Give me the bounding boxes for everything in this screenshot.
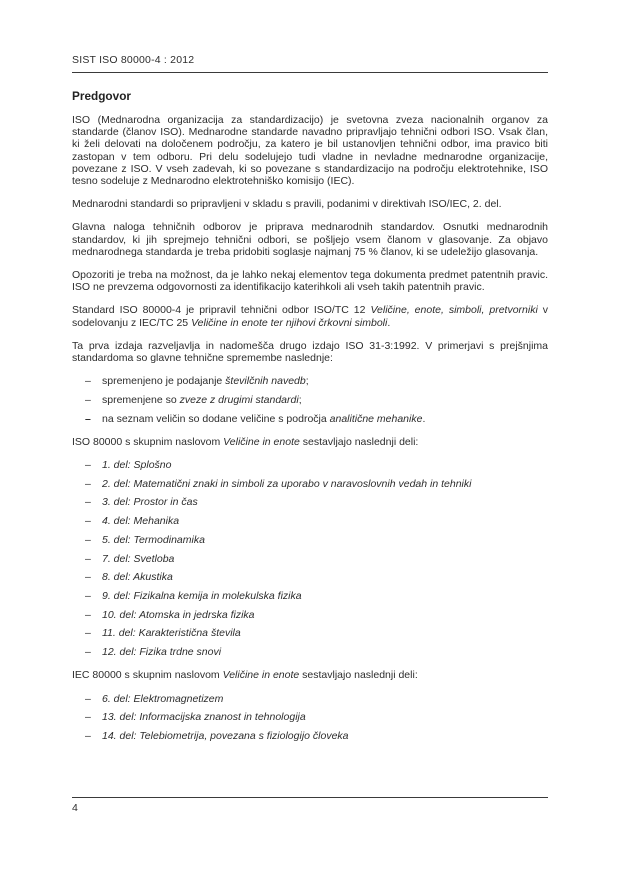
- dash-bullet: –: [85, 375, 91, 388]
- dash-bullet: –: [85, 571, 91, 584]
- italic-text: 11. del: Karakteristična števila: [102, 627, 241, 640]
- paragraph: [72, 114, 548, 187]
- list-item: [85, 478, 548, 490]
- italic-text: 12. del: Fizika trdne snovi: [102, 646, 222, 659]
- dash-bullet: –: [85, 515, 91, 528]
- dash-list: [72, 693, 548, 743]
- italic-text: Veličine in enote: [222, 669, 300, 682]
- dash-bullet: –: [85, 692, 91, 705]
- list-item: [85, 693, 548, 705]
- text-run: Opozoriti je treba na možnost, da je lahko nekaj elementov tega dokumenta predmet patentnih pravic. ISO ne prevzema odgovornosti za identifikacijo katerihkoli ali vseh takih patentnih pravic.: [72, 269, 548, 294]
- list-item: [85, 496, 548, 508]
- dash-bullet: –: [85, 552, 91, 565]
- list-item-text: [102, 571, 548, 583]
- dash-bullet: –: [85, 589, 91, 602]
- text-run: sestavljajo naslednji deli:: [299, 669, 418, 682]
- text-run: v sodelovanju z IEC/TC 25: [72, 304, 548, 329]
- italic-text: 6. del: Elektromagnetizem: [102, 692, 224, 705]
- list-item-text: [102, 590, 548, 602]
- italic-text: 8. del: Akustika: [102, 571, 173, 584]
- italic-text: Veličine, enote, simboli, pretvorniki: [370, 304, 538, 317]
- text-run: sestavljajo naslednji deli:: [299, 435, 419, 448]
- list-item: [85, 646, 548, 658]
- text-run: na seznam veličin so dodane veličine s področja: [102, 412, 330, 425]
- list-item: [85, 553, 548, 565]
- list-item-text: [102, 478, 548, 490]
- text-run: spremenjeno je podajanje: [102, 375, 226, 388]
- dash-bullet: –: [85, 477, 91, 490]
- dash-bullet: –: [85, 459, 91, 472]
- list-item-text: [102, 693, 548, 705]
- list-item-text: [102, 375, 548, 387]
- paragraph: [72, 221, 548, 258]
- list-item: [85, 571, 548, 583]
- list-item-text: [102, 515, 548, 527]
- italic-text: 4. del: Mehanika: [102, 515, 180, 528]
- list-item: [85, 375, 548, 387]
- list-item: [85, 413, 548, 425]
- text-run: ISO 80000 s skupnim naslovom: [72, 435, 224, 448]
- italic-text: zveze z drugimi standardi: [179, 393, 299, 406]
- text-run: IEC 80000 s skupnim naslovom: [72, 669, 223, 682]
- list-item: [85, 627, 548, 639]
- text-run: ISO (Mednarodna organizacija za standardizacijo) je svetovna zveza nacionalnih organov za standarde (članov ISO). Mednarodne standarde navadno pripravljajo tehnični odbori ISO. Vsak član, ki želi delovati na določenem področju, za katero je bil ustanovljen tehnični odbor, ima pravico biti zastopan v tem odboru. Pri delu sodelujejo tudi vladne in nevladne mednarodne organizacije, povezane z ISO. V vseh zadevah, ki so povezane s standardizacijo na področju elektrotehnike, ISO tesno sodeluje z Mednarodno elektrotehniško komisijo (IEC).: [72, 114, 548, 188]
- list-item: [85, 394, 548, 406]
- paragraph: [72, 669, 548, 681]
- text-run: Standard ISO 80000-4 je pripravil tehnični odbor ISO/TC 12: [72, 304, 371, 317]
- list-item: [85, 730, 548, 742]
- list-item: [85, 515, 548, 527]
- dash-list: [72, 375, 548, 425]
- text-run: Mednarodni standardi so pripravljeni v skladu s pravili, podanimi v direktivah ISO/IEC, 2. del.: [72, 198, 502, 211]
- page-number: 4: [72, 802, 78, 814]
- page-title: Predgovor: [72, 89, 131, 103]
- italic-text: 7. del: Svetloba: [102, 552, 175, 565]
- list-item: [85, 459, 548, 471]
- list-item-text: [102, 459, 548, 471]
- dash-bullet: –: [85, 393, 91, 406]
- italic-text: številčnih navedb: [225, 375, 306, 388]
- list-item: [85, 590, 548, 602]
- italic-text: Veličine in enote ter njihovi črkovni simboli: [191, 316, 388, 329]
- paragraph: [72, 436, 548, 448]
- list-item-text: [102, 553, 548, 565]
- text-run: ;: [305, 375, 309, 388]
- italic-text: 5. del: Termodinamika: [102, 533, 205, 546]
- list-item-text: [102, 534, 548, 546]
- dash-bullet: –: [85, 608, 91, 621]
- dash-bullet: –: [85, 412, 91, 425]
- paragraph: [72, 269, 548, 293]
- italic-text: analitične mehanike: [329, 412, 423, 425]
- paragraph: [72, 198, 548, 210]
- list-item-text: [102, 646, 548, 658]
- text-run: .: [422, 412, 426, 425]
- list-item-text: [102, 609, 548, 621]
- text-run: Glavna naloga tehničnih odborov je priprava mednarodnih standardov. Osnutki mednarodnih standardov, ki jih sprejmejo tehnični odbori, se pošljejo vsem članom v glasovanje. Za objavo mednarodnega standarda je treba pridobiti soglasje najmanj 75 % članov, ki se udeležijo glasovanja.: [72, 221, 548, 258]
- italic-text: Veličine in enote: [223, 435, 300, 448]
- footer-rule: [72, 797, 548, 798]
- italic-text: 13. del: Informacijska znanost in tehnologija: [102, 711, 306, 724]
- document-reference: SIST ISO 80000-4 : 2012: [72, 54, 195, 66]
- list-item: [85, 711, 548, 723]
- list-item: [85, 534, 548, 546]
- dash-bullet: –: [85, 729, 91, 742]
- page-footer: [72, 797, 548, 814]
- list-item-text: [102, 394, 548, 406]
- italic-text: 9. del: Fizikalna kemija in molekulska fizika: [102, 589, 302, 602]
- text-run: ;: [298, 393, 302, 406]
- list-item-text: [102, 627, 548, 639]
- text-run: .: [387, 316, 391, 329]
- italic-text: 3. del: Prostor in čas: [102, 496, 198, 509]
- paragraph: [72, 340, 548, 364]
- page-header: [72, 55, 548, 73]
- paragraph: [72, 304, 548, 328]
- dash-bullet: –: [85, 496, 91, 509]
- list-item-text: [102, 730, 548, 742]
- italic-text: 2. del: Matematični znaki in simboli za uporabo v naravoslovnih vedah in tehniki: [102, 477, 472, 490]
- dash-list: [72, 459, 548, 658]
- text-run: spremenjene so: [102, 393, 180, 406]
- dash-bullet: –: [85, 711, 91, 724]
- list-item-text: [102, 711, 548, 723]
- header-rule: [72, 72, 548, 73]
- dash-bullet: –: [85, 646, 91, 659]
- dash-bullet: –: [85, 533, 91, 546]
- list-item-text: [102, 496, 548, 508]
- document-body: [72, 114, 548, 742]
- dash-bullet: –: [85, 627, 91, 640]
- italic-text: 1. del: Splošno: [102, 459, 172, 472]
- text-run: Ta prva izdaja razveljavlja in nadomešča drugo izdajo ISO 31-3:1992. V primerjavi s prejšnjima standardoma so glavne tehnične spremembe naslednje:: [72, 339, 548, 365]
- list-item: [85, 609, 548, 621]
- italic-text: 10. del: Atomska in jedrska fizika: [102, 608, 255, 621]
- italic-text: 14. del: Telebiometrija, povezana s fiziologijo človeka: [102, 729, 349, 742]
- list-item-text: [102, 413, 548, 425]
- page-content: [72, 55, 548, 753]
